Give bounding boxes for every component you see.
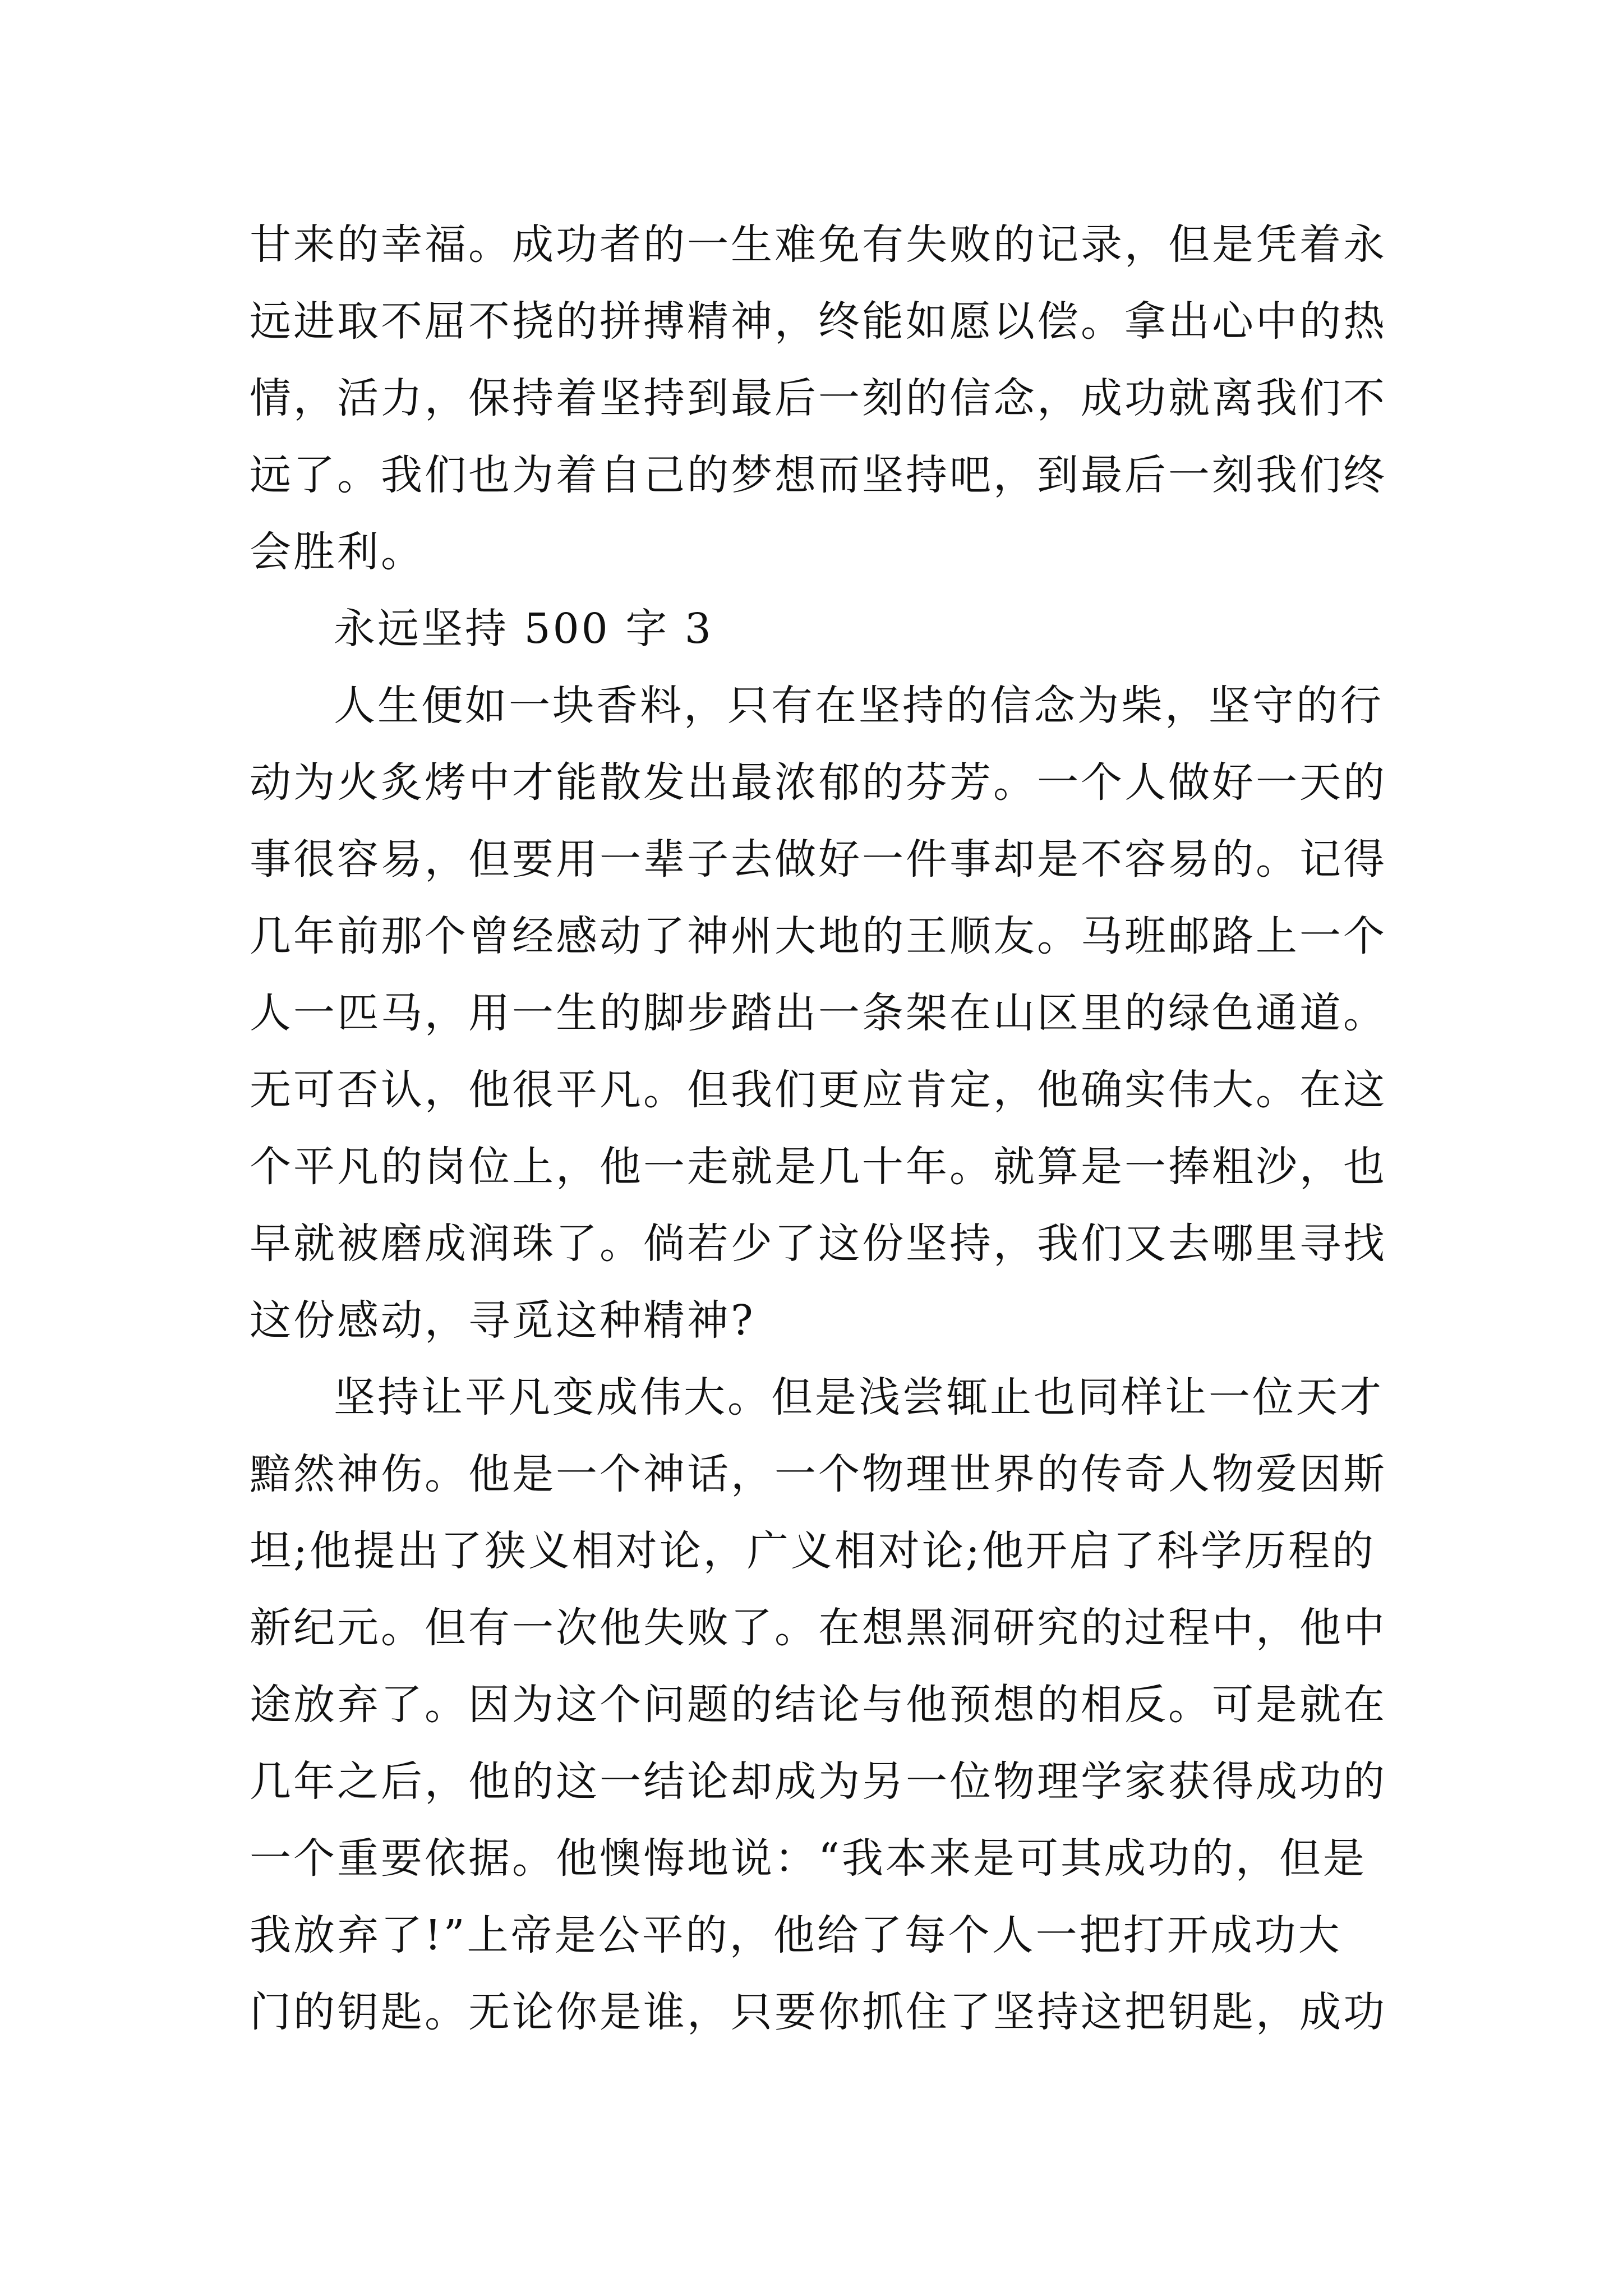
text-line: 事很容易，但要用一辈子去做好一件事却是不容易的。记得	[250, 835, 1387, 884]
text-line: 情，活力，保持着坚持到最后一刻的信念，成功就离我们不	[250, 374, 1387, 422]
section-heading: 永远坚持 500 字 3	[334, 605, 713, 653]
text-line: 黯然神伤。他是一个神话，一个物理世界的传奇人物爱因斯	[250, 1450, 1387, 1498]
text-line: 门的钥匙。无论你是谁，只要你抓住了坚持这把钥匙，成功	[250, 1988, 1387, 2036]
text-line: 这份感动，寻觅这种精神?	[250, 1296, 755, 1345]
paragraph-first-line: 人生便如一块香料，只有在坚持的信念为柴，坚守的行	[334, 682, 1384, 730]
paragraph-first-line: 坚持让平凡变成伟大。但是浅尝辄止也同样让一位天才	[334, 1373, 1384, 1421]
text-line: 远了。我们也为着自己的梦想而坚持吧，到最后一刻我们终	[250, 451, 1387, 499]
text-line: 途放弃了。因为这个问题的结论与他预想的相反。可是就在	[250, 1681, 1387, 1729]
text-line: 远进取不屈不挠的拼搏精神，终能如愿以偿。拿出心中的热	[250, 297, 1387, 346]
text-line: 早就被磨成润珠了。倘若少了这份坚持，我们又去哪里寻找	[250, 1220, 1387, 1268]
text-line: 动为火炙烤中才能散发出最浓郁的芬芳。一个人做好一天的	[250, 758, 1387, 807]
text-line: 几年前那个曾经感动了神州大地的王顺友。马班邮路上一个	[250, 912, 1387, 960]
text-line: 人一匹马，用一生的脚步踏出一条架在山区里的绿色通道。	[250, 989, 1387, 1037]
text-line: 我放弃了!”上帝是公平的，他给了每个人一把打开成功大	[250, 1911, 1342, 1959]
text-line: 新纪元。但有一次他失败了。在想黑洞研究的过程中，他中	[250, 1604, 1387, 1652]
text-line: 坦;他提出了狭义相对论，广义相对论;他开启了科学历程的	[250, 1527, 1376, 1575]
text-line: 甘来的幸福。成功者的一生难免有失败的记录，但是凭着永	[250, 220, 1387, 269]
text-line: 个平凡的岗位上，他一走就是几十年。就算是一捧粗沙，也	[250, 1143, 1387, 1191]
text-line: 一个重要依据。他懊悔地说：“我本来是可其成功的，但是	[250, 1834, 1367, 1883]
text-line: 会胜利。	[250, 528, 425, 576]
document-body	[250, 206, 1388, 2051]
text-line: 几年之后，他的这一结论却成为另一位物理学家获得成功的	[250, 1757, 1387, 1806]
text-line: 无可否认，他很平凡。但我们更应肯定，他确实伟大。在这	[250, 1066, 1387, 1114]
